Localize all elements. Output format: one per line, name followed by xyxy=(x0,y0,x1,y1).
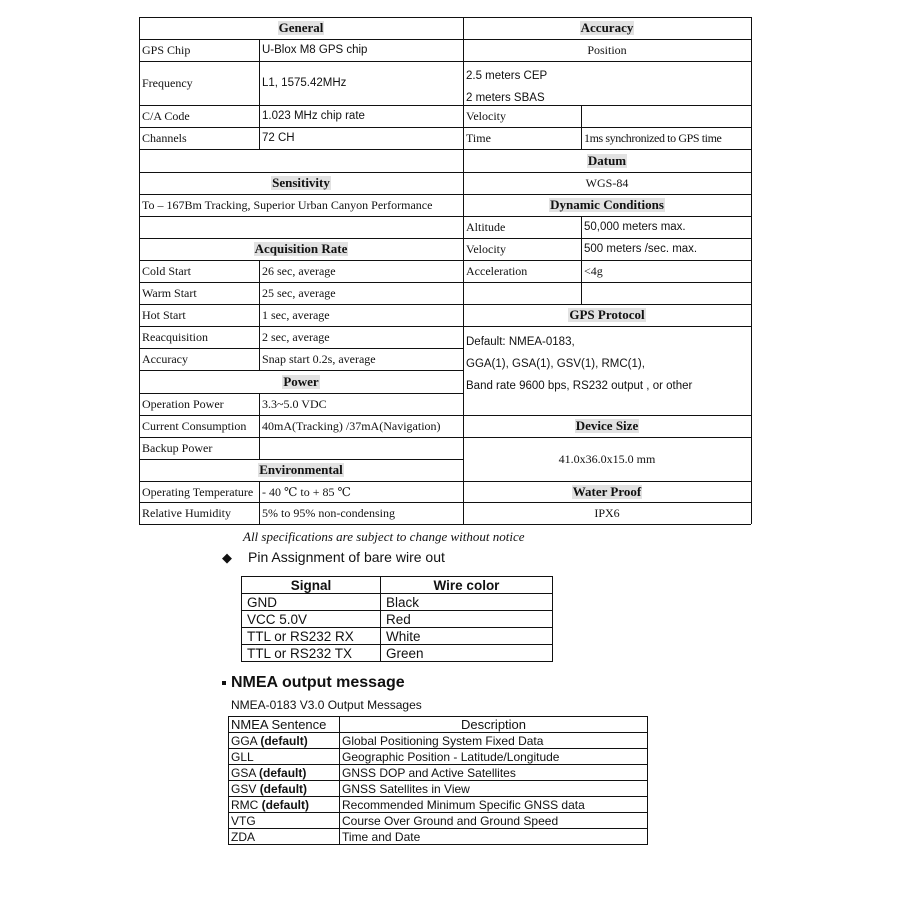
nmea-table xyxy=(228,716,648,845)
table-row xyxy=(242,611,553,628)
default-tag: (default) xyxy=(260,733,308,748)
sensitivity-value: To – 167Bm Tracking, Superior Urban Canyon Performance xyxy=(142,198,433,212)
power-header: Power xyxy=(283,373,319,389)
sentence-code: GSV xyxy=(231,781,257,796)
current-consumption-value: 40mA(Tracking) /37mA(Navigation) xyxy=(262,419,441,433)
accuracy-label: Accuracy xyxy=(142,352,188,366)
gps-protocol-header: GPS Protocol xyxy=(569,307,645,322)
default-tag: (default) xyxy=(259,781,308,796)
hot-start-label: Hot Start xyxy=(142,308,186,322)
specs-disclaimer: All specifications are subject to change without notice xyxy=(243,529,525,544)
table-row xyxy=(229,813,648,829)
sentence-cell xyxy=(229,733,340,749)
position-values xyxy=(463,61,751,105)
accuracy-value: Snap start 0.2s, average xyxy=(262,352,376,366)
position-cep: 2.5 meters CEP xyxy=(466,70,548,82)
sentence-code: GLL xyxy=(231,749,254,764)
warm-start-label: Warm Start xyxy=(142,286,197,300)
default-tag: (default) xyxy=(259,765,307,780)
description-header: Description xyxy=(340,717,648,733)
operation-power-label: Operation Power xyxy=(142,397,224,411)
acceleration-value: <4g xyxy=(584,264,603,278)
ca-code-value: 1.023 MHz chip rate xyxy=(262,110,365,122)
sentence-cell xyxy=(229,781,340,797)
wire-color-cell: White xyxy=(381,628,553,645)
protocol-line: GGA(1), GSA(1), GSV(1), RMC(1), xyxy=(466,358,645,370)
channels-value: 72 CH xyxy=(262,132,295,144)
table-row xyxy=(229,733,648,749)
dyn-velocity-label: Velocity xyxy=(466,242,506,256)
table-row xyxy=(242,628,553,645)
description-cell: GNSS Satellites in View xyxy=(340,781,648,797)
hot-start-value: 1 sec, average xyxy=(262,308,330,322)
operating-temperature-label: Operating Temperature xyxy=(142,484,254,499)
table-row xyxy=(229,797,648,813)
signal-cell: TTL or RS232 RX xyxy=(242,628,381,645)
description-cell: Time and Date xyxy=(340,829,648,845)
sentence-code: VTG xyxy=(231,813,256,828)
protocol-line: Band rate 9600 bps, RS232 output , or other xyxy=(466,380,693,392)
velocity-label: Velocity xyxy=(466,109,506,123)
general-header: General xyxy=(278,20,324,35)
acquisition-header: Acquisition Rate xyxy=(254,241,348,256)
signal-cell: VCC 5.0V xyxy=(242,611,381,628)
reacquisition-label: Reacquisition xyxy=(142,330,208,344)
warm-start-value: 25 sec, average xyxy=(262,286,336,300)
position-sbas: 2 meters SBAS xyxy=(466,92,545,104)
table-header-row xyxy=(229,717,648,733)
row-divider xyxy=(463,282,751,283)
signal-cell: TTL or RS232 TX xyxy=(242,645,381,662)
gps-protocol-body xyxy=(463,326,751,415)
signal-cell: GND xyxy=(242,594,381,611)
time-value: 1ms synchronized to GPS time xyxy=(584,131,722,145)
protocol-line: Default: NMEA-0183, xyxy=(466,336,575,348)
frequency-value: L1, 1575.42MHz xyxy=(262,77,347,89)
description-cell: Geographic Position - Latitude/Longitude xyxy=(340,749,648,765)
default-tag: (default) xyxy=(261,797,309,812)
gps-chip-label: GPS Chip xyxy=(142,43,191,57)
acceleration-label: Acceleration xyxy=(466,264,528,278)
wire-color-cell: Green xyxy=(381,645,553,662)
description-cell: GNSS DOP and Active Satellites xyxy=(340,765,648,781)
frequency-label: Frequency xyxy=(142,76,193,90)
table-row xyxy=(229,781,648,797)
border xyxy=(139,524,751,525)
row-divider xyxy=(139,149,463,150)
border xyxy=(751,17,752,524)
backup-power-value xyxy=(259,437,463,459)
altitude-label: Altitude xyxy=(466,220,506,234)
datum-value: WGS-84 xyxy=(585,176,629,190)
wire-color-header: Wire color xyxy=(381,577,553,594)
time-label: Time xyxy=(466,131,491,145)
table-row xyxy=(229,829,648,845)
relative-humidity-label: Relative Humidity xyxy=(142,506,231,520)
device-size-value: 41.0x36.0x15.0 mm xyxy=(558,452,656,466)
operation-power-value: 3.3~5.0 VDC xyxy=(262,397,327,411)
environmental-header: Environmental xyxy=(259,462,343,477)
row-divider xyxy=(139,216,463,217)
water-proof-value: IPX6 xyxy=(594,506,620,520)
velocity-value xyxy=(581,105,751,127)
description-cell: Global Positioning System Fixed Data xyxy=(340,733,648,749)
nmea-subtitle: NMEA-0183 V3.0 Output Messages xyxy=(231,698,422,712)
position-label: Position xyxy=(587,43,627,57)
datum-header: Datum xyxy=(587,152,627,168)
sentence-code: GGA xyxy=(231,733,258,748)
spec-table xyxy=(139,17,751,524)
table-row xyxy=(229,765,648,781)
altitude-value: 50,000 meters max. xyxy=(584,221,686,233)
wire-color-cell: Black xyxy=(381,594,553,611)
description-cell: Course Over Ground and Ground Speed xyxy=(340,813,648,829)
table-row xyxy=(242,645,553,662)
relative-humidity-value: 5% to 95% non-condensing xyxy=(262,506,395,520)
sentence-cell xyxy=(229,813,340,829)
pin-assignment-heading xyxy=(222,549,445,566)
sentence-code: RMC xyxy=(231,797,259,812)
sentence-cell xyxy=(229,797,340,813)
wire-color-cell: Red xyxy=(381,611,553,628)
description-cell: Recommended Minimum Specific GNSS data xyxy=(340,797,648,813)
current-consumption-label: Current Consumption xyxy=(142,419,247,433)
pin-assignment-title: Pin Assignment of bare wire out xyxy=(248,549,445,565)
cold-start-label: Cold Start xyxy=(142,264,192,278)
backup-power-label: Backup Power xyxy=(142,441,213,455)
operating-temperature-value: - 40 ℃ to + 85 ℃ xyxy=(262,484,351,499)
sentence-cell xyxy=(229,765,340,781)
signal-header: Signal xyxy=(242,577,381,594)
nmea-sentence-header: NMEA Sentence xyxy=(229,717,340,733)
square-bullet-icon xyxy=(222,681,226,685)
sensitivity-header: Sensitivity xyxy=(272,175,330,190)
cold-start-value: 26 sec, average xyxy=(262,264,336,278)
ca-code-label: C/A Code xyxy=(142,109,190,123)
nmea-title: NMEA output message xyxy=(231,674,405,691)
diamond-bullet-icon: ◆ xyxy=(222,550,232,565)
pin-table xyxy=(241,576,553,662)
accuracy-header: Accuracy xyxy=(580,20,634,35)
table-row xyxy=(242,594,553,611)
water-proof-header: Water Proof xyxy=(572,483,642,499)
dyn-velocity-value: 500 meters /sec. max. xyxy=(584,243,698,255)
gps-chip-value: U-Blox M8 GPS chip xyxy=(262,44,368,56)
sentence-cell xyxy=(229,829,340,845)
sentence-code: ZDA xyxy=(231,829,255,844)
device-size-header: Device Size xyxy=(575,418,639,433)
nmea-heading xyxy=(222,674,405,692)
sentence-cell xyxy=(229,749,340,765)
channels-label: Channels xyxy=(142,131,187,145)
table-header-row xyxy=(242,577,553,594)
dynamic-header: Dynamic Conditions xyxy=(550,197,664,212)
reacquisition-value: 2 sec, average xyxy=(262,330,330,344)
table-row xyxy=(229,749,648,765)
sentence-code: GSA xyxy=(231,765,256,780)
